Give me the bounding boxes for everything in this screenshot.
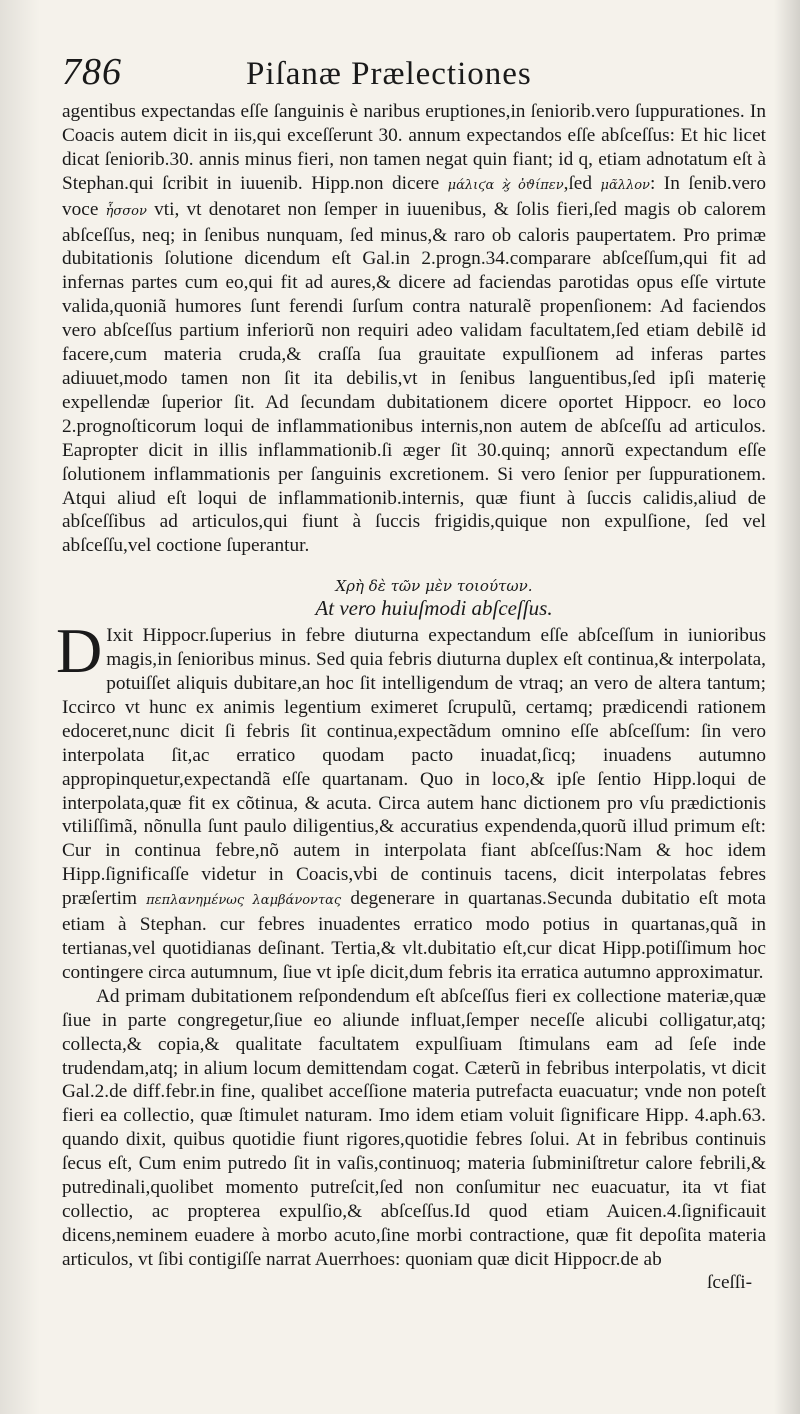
lemma-latin: At vero huiuſmodi abſceſſus. bbox=[315, 596, 553, 621]
running-title: Piſanæ Prælectiones bbox=[246, 56, 532, 92]
paragraph-text: agentibus expectandas eſſe ſanguinis è naribus eruptiones,in ſeniorib.vero ſuppurationes. In Coacis autem dicit in iis,qui exceſſerunt 30. annum expectandos eſſe abſceſſus: Et hic licet dicat ſeniorib.30. annis minus fieri, non tamen negat quin fiant; id q, etiam adnotatum eſt à Stephan.qui ſcribit in iuuenib. Hipp.non dicere bbox=[62, 101, 766, 194]
paragraph-text: degenerare in quartanas.Secunda dubitatio eſt mota etiam à Stephan. cur febres inuadentes erratico modo potius in quartanas,quã in tertianas,vel quotidianas deſinant. Tertia,& vlt.dubitatio eſt,cur dicat Hipp.potiſſimum hoc contingere circa autumnum, ſiue vt ipſe dicit,dum febris ita erratica autumno approximatur. bbox=[62, 888, 766, 983]
page-edge-shadow bbox=[774, 0, 800, 1414]
drop-capital: D bbox=[56, 615, 103, 687]
lemma-greek: Χρὴ δὲ τῶν μὲν τοιούτων. bbox=[335, 577, 533, 596]
paragraph-continued bbox=[62, 100, 766, 558]
paragraph-text: : In ſenib.vero voce bbox=[62, 172, 766, 220]
paragraph-text: Ad primam dubitationem reſpondendum eſt abſceſſus fieri ex collectione materiæ,quæ ſiue in parte congregetur,ſiue eo aliunde influat,ſemper neceſſe alicubi colligatur,atq; collecta,& copia,& qualitate facultatem expulſiuam ſtimulans eam ad ſeſe inde trudendam,atq; in alium locum demittendam cogat. Cæterũ in febribus interpolatis, vt dicit Gal.2.de diff.febr.in fine, qualibet acceſſione materia putrefacta euacuatur; vnde non poteſt fieri ea collectio, quæ ſtimulet naturam. Imo idem etiam voluit ſignificare Hipp. 4.aph.63. quando dixit, quibus quotidie fiunt rigores,quotidie febres ſolui. At in febribus continuis ſecus eſt, Cum enim putredo ſit in vaſis,continuoq; materia ſubminiſtretur calore febrili,& putredinali,quolibet momento putreſcit,ſed non conſumitur nec euacuatur, ita vt fiat collectio, ac propterea expulſio,& abſceſſus.Id quod etiam Auicen.4.ſignificauit dicens,neminem euadere à morbo acuto,ſine morbi contractione, quæ fit depoſita materia articulos, vt ſibi contigiſſe narrat Auerrhoes: quoniam quæ dicit Hippocr.de ab bbox=[62, 985, 766, 1270]
catchword: ſceſſi- bbox=[707, 1271, 752, 1293]
commentary-paragraph bbox=[56, 615, 766, 985]
greek-quote: μᾶλλον bbox=[600, 177, 650, 193]
greek-quote: ἧσσον bbox=[105, 203, 147, 219]
paragraph-text: ,ſed bbox=[563, 172, 593, 194]
commentary-paragraph bbox=[62, 985, 766, 1272]
running-head bbox=[62, 50, 766, 94]
page-number: 786 bbox=[62, 51, 122, 93]
paragraph-text: vti, vt denotaret non ſemper in iuuenibus, & ſolis fieri,ſed magis ob calorem abſceſſus, neq; in ſenibus nunquam, ſed minus,& raro ob caloris paupertatem. Pro primæ dubitationis ſolutione dicendum eſt Gal.in 2.progn.34.comparare abſceſſum,qui fit ad infernas partes cum eo,qui fit ad aures,& dicere ad faciendas parotidas opus eſſe virtute valida,quoniã humores ſunt ferendi ſurſum contra naturalẽ propenſionem: Ad faciendos vero abſceſſus partium inferiorũ non requiri adeo validam facultatem,ſed etiam debilẽ id facere,cum materia cruda,& craſſa ſua grauitate expulſionem ad inferas partes adiuuet,modo tamen non ſit ita debilis,vt in ſenibus languentibus,ſed ipſi materię expellendæ ſuperior ſit. Ad ſecundam dubitationem dicere oportet Hippocr. eo loco 2.prognoſticorum loqui de inflammationibus internis,non autem de abſceſſu ad articulos. Eapropter dicit in illis inflammationib.ſi æger ſit 30.quinq; annorũ expectandum eſſe ſolutionem inflammationis per ſanguinis excretionem. Si vero ſenior per ſuppurationem. Atqui aliud eſt loqui de inflammationib.internis, quæ fiunt à ſuccis calidis,aliud de abſceſſibus ad articulos,qui fiunt à ſuccis frigidis,quique non expulſione, ſed vel abſceſſu,vel coctione ſuperantur. bbox=[62, 198, 766, 557]
greek-quote: μάλιϛα ϗ̀ ὀϑίπεν bbox=[447, 177, 564, 193]
paragraph-text: Ixit Hippocr.ſuperius in febre diuturna expectandum eſſe abſceſſum in iunioribus magis,in ſenioribus minus. Sed quia febris diuturna duplex eſt continua,& interpolata, potuiſſet aliquis dubitare,an hoc ſit intelligendum de vtraq; an vero de altera tantum; Iccirco vt hunc ex animis legentium eximeret ſcrupulũ, certamq; prædicendi rationem edoceret,nunc dicit ſi febris ſit continua,expectãdum omnino eſſe abſceſſum: ſin vero interpolata ſit,ac erratico quodam pacto inuadat,ſicq; inuadens autumno appropinquetur,expectandã eſſe quartanam. Quo in loco,& ipſe ſentio Hipp.loqui de interpolata,quæ fit ex cõtinua, & acuta. Circa autem hanc dictionem pro vſu prædictionis vtiliſſimã, nõnulla ſunt paulo diligentius,& accuratius expendenda,quorũ illud primum eſt: Cur in continua febre,nõ autem in interpolata fiant abſceſſus:Nam & hoc idem Hipp.ſignificaſſe videtur in Coacis,vbi de continuis tacens, dicit interpolatas febres præſertim bbox=[62, 625, 766, 910]
greek-quote: πεπλανημένως λαμβάνοντας bbox=[146, 893, 342, 909]
